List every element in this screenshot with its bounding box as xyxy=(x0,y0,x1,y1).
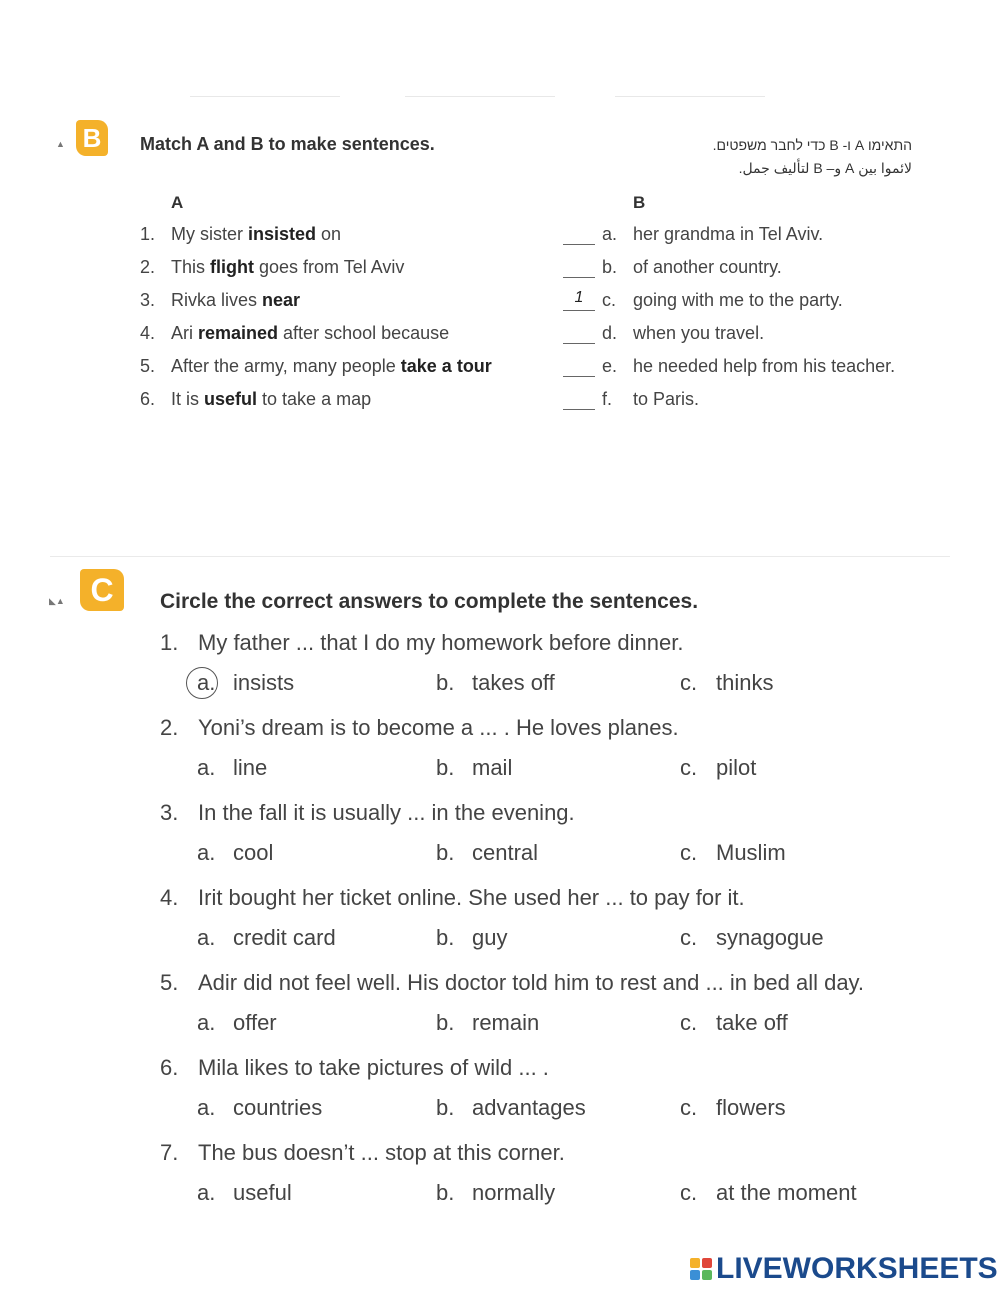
section-b-title: Match A and B to make sentences. xyxy=(140,134,435,154)
column-a-text xyxy=(171,356,492,377)
match-row xyxy=(140,389,940,417)
option-text: central xyxy=(472,840,539,865)
triangle-marker-icon: ◣▲ xyxy=(49,596,65,606)
a-text-pre: It is xyxy=(171,389,205,409)
answer-option[interactable] xyxy=(680,670,773,696)
option-letter-text: b. xyxy=(436,670,455,695)
option-letter xyxy=(436,670,472,696)
top-faint-line xyxy=(190,96,340,97)
logo-tile xyxy=(690,1270,700,1280)
column-b-header: B xyxy=(633,193,646,212)
option-letter xyxy=(436,840,472,866)
answer-option[interactable] xyxy=(197,1095,322,1121)
option-letter-text: b. xyxy=(436,840,455,865)
match-row xyxy=(140,356,940,384)
logo-text: LIVEWORKSHEETS xyxy=(716,1252,998,1285)
row-number: 3. xyxy=(140,290,156,310)
section-c-badge: C xyxy=(80,569,124,611)
answer-option[interactable] xyxy=(197,1010,277,1036)
question-number: 6. xyxy=(160,1055,179,1080)
row-number: 5. xyxy=(140,356,156,376)
a-text-post: goes from Tel Aviv xyxy=(254,257,405,277)
a-text-post: on xyxy=(316,224,342,244)
answer-option[interactable] xyxy=(197,670,294,696)
option-letter-text: b. xyxy=(436,925,455,950)
liveworksheets-logo xyxy=(690,1252,998,1286)
a-text-pre: After the army, many people xyxy=(171,356,401,376)
a-text-pre: This xyxy=(171,257,211,277)
answer-option[interactable] xyxy=(436,840,538,866)
column-b-text: when you travel. xyxy=(633,323,765,343)
column-a-text xyxy=(171,389,371,410)
row-number: 1. xyxy=(140,224,156,244)
option-letter xyxy=(680,670,716,696)
answer-option[interactable] xyxy=(680,840,786,866)
option-letter xyxy=(197,1010,233,1036)
question-number: 3. xyxy=(160,800,179,825)
answer-blank[interactable]: 1 xyxy=(563,290,595,311)
answer-option[interactable] xyxy=(680,1095,786,1121)
section-b-badge: B xyxy=(76,120,108,156)
option-letter: a. xyxy=(602,224,618,244)
match-row xyxy=(140,257,940,285)
option-text: at the moment xyxy=(716,1180,857,1205)
option-letter-text: b. xyxy=(436,1010,455,1035)
option-letter-text: a. xyxy=(197,925,216,950)
column-b-text: going with me to the party. xyxy=(633,290,843,310)
option-letter: b. xyxy=(602,257,618,277)
question-text: My father ... that I do my homework before dinner. xyxy=(198,630,684,655)
answer-option[interactable] xyxy=(197,840,273,866)
option-text: remain xyxy=(472,1010,540,1035)
column-a-text xyxy=(171,290,300,311)
top-faint-line xyxy=(405,96,555,97)
answer-option[interactable] xyxy=(436,755,512,781)
answer-option[interactable] xyxy=(680,1180,857,1206)
question-text: Mila likes to take pictures of wild ... . xyxy=(198,1055,549,1080)
arabic-instruction: لائموا بين A و– B لتأليف جمل. xyxy=(738,160,912,176)
option-letter xyxy=(436,755,472,781)
option-letter-text: a. xyxy=(197,1095,216,1120)
answer-blank[interactable] xyxy=(563,389,595,410)
option-letter: c. xyxy=(602,290,617,310)
option-letter-text: a. xyxy=(197,1010,216,1035)
keyword: remained xyxy=(198,323,279,343)
keyword: near xyxy=(262,290,301,310)
answer-option[interactable] xyxy=(197,1180,292,1206)
column-b-text: he needed help from his teacher. xyxy=(633,356,896,376)
option-letter xyxy=(680,840,716,866)
match-row xyxy=(140,323,940,351)
option-letter-text: a. xyxy=(197,755,216,780)
question-number: 4. xyxy=(160,885,179,910)
column-b-text: to Paris. xyxy=(633,389,700,409)
column-b-text: of another country. xyxy=(633,257,782,277)
option-text: thinks xyxy=(716,670,774,695)
selected-circle-mark xyxy=(186,667,218,699)
option-letter xyxy=(680,1180,716,1206)
row-number: 4. xyxy=(140,323,156,343)
option-letter-text: c. xyxy=(680,925,698,950)
column-a-text xyxy=(171,224,341,245)
answer-blank[interactable] xyxy=(563,224,595,245)
answer-option[interactable] xyxy=(436,1095,586,1121)
a-text-pre: Rivka lives xyxy=(171,290,263,310)
option-letter xyxy=(680,1010,716,1036)
question-text: The bus doesn’t ... stop at this corner. xyxy=(198,1140,565,1165)
option-letter-text: c. xyxy=(680,670,698,695)
row-number: 6. xyxy=(140,389,156,409)
option-letter xyxy=(436,1180,472,1206)
keyword: useful xyxy=(204,389,258,409)
question-number: 1. xyxy=(160,630,179,655)
keyword: take a tour xyxy=(400,356,492,376)
option-text: offer xyxy=(233,1010,277,1035)
answer-option[interactable] xyxy=(436,1010,539,1036)
keyword: insisted xyxy=(248,224,317,244)
logo-tile xyxy=(702,1270,712,1280)
option-text: credit card xyxy=(233,925,336,950)
option-letter xyxy=(197,925,233,951)
option-letter-text: a. xyxy=(197,1180,216,1205)
a-text-post: to take a map xyxy=(257,389,372,409)
a-text-pre: Ari xyxy=(171,323,198,343)
column-a-text xyxy=(171,257,404,278)
answer-option[interactable] xyxy=(436,670,555,696)
top-faint-line xyxy=(615,96,765,97)
match-row xyxy=(140,290,940,318)
answer-blank[interactable] xyxy=(563,257,595,278)
option-letter xyxy=(197,755,233,781)
question-number: 2. xyxy=(160,715,179,740)
option-letter xyxy=(197,1095,233,1121)
option-text: useful xyxy=(233,1180,292,1205)
option-text: flowers xyxy=(716,1095,786,1120)
option-letter xyxy=(680,755,716,781)
option-letter-text: c. xyxy=(680,755,698,780)
option-text: takes off xyxy=(472,670,555,695)
hebrew-instruction: התאימו A ו- B כדי לחבר משפטים. xyxy=(712,137,912,153)
answer-blank[interactable] xyxy=(563,356,595,377)
option-text: pilot xyxy=(716,755,757,780)
question-text: Irit bought her ticket online. She used her ... to pay for it. xyxy=(198,885,745,910)
row-number: 2. xyxy=(140,257,156,277)
option-letter-text: c. xyxy=(680,1095,698,1120)
section-divider xyxy=(50,556,950,557)
answer-option[interactable] xyxy=(197,925,336,951)
option-letter-text: b. xyxy=(436,1095,455,1120)
question-text: Yoni’s dream is to become a ... . He loves planes. xyxy=(198,715,679,740)
option-letter xyxy=(197,840,233,866)
option-letter: d. xyxy=(602,323,618,343)
a-text-pre: My sister xyxy=(171,224,249,244)
option-text: mail xyxy=(472,755,513,780)
option-letter: e. xyxy=(602,356,618,376)
option-text: countries xyxy=(233,1095,323,1120)
logo-tile xyxy=(690,1258,700,1268)
column-a-text xyxy=(171,323,449,344)
option-text: normally xyxy=(472,1180,556,1205)
a-text-post: after school because xyxy=(278,323,450,343)
option-text: line xyxy=(233,755,268,780)
option-letter-text: c. xyxy=(680,1180,698,1205)
logo-tiles-icon xyxy=(690,1258,712,1280)
option-letter: f. xyxy=(602,389,613,409)
option-letter-text: b. xyxy=(436,755,455,780)
option-text: synagogue xyxy=(716,925,824,950)
question-text: In the fall it is usually ... in the evening. xyxy=(198,800,575,825)
option-text: guy xyxy=(472,925,508,950)
question-text: Adir did not feel well. His doctor told him to rest and ... in bed all day. xyxy=(198,970,865,995)
option-text: advantages xyxy=(472,1095,586,1120)
logo-tile xyxy=(702,1258,712,1268)
option-letter-text: c. xyxy=(680,840,698,865)
answer-option[interactable] xyxy=(680,1010,788,1036)
option-letter-text: a. xyxy=(197,670,216,695)
triangle-marker-icon: ▲ xyxy=(56,139,65,149)
option-letter-text: b. xyxy=(436,1180,455,1205)
option-text: take off xyxy=(716,1010,788,1035)
match-row xyxy=(140,224,940,252)
column-a-header: A xyxy=(171,193,184,212)
option-text: insists xyxy=(233,670,295,695)
option-letter-text: c. xyxy=(680,1010,698,1035)
answer-blank[interactable] xyxy=(563,323,595,344)
column-b-text: her grandma in Tel Aviv. xyxy=(633,224,824,244)
option-text: cool xyxy=(233,840,274,865)
answer-option[interactable] xyxy=(436,1180,555,1206)
answer-option[interactable] xyxy=(197,755,267,781)
question-number: 7. xyxy=(160,1140,179,1165)
answer-option[interactable] xyxy=(680,925,824,951)
answer-option[interactable] xyxy=(680,755,756,781)
question-number: 5. xyxy=(160,970,179,995)
section-c-title: Circle the correct answers to complete the sentences. xyxy=(160,590,699,613)
option-letter xyxy=(197,670,233,696)
answer-option[interactable] xyxy=(436,925,507,951)
option-letter xyxy=(436,1010,472,1036)
option-letter xyxy=(436,925,472,951)
option-letter xyxy=(680,925,716,951)
option-letter-text: a. xyxy=(197,840,216,865)
option-letter xyxy=(197,1180,233,1206)
option-letter xyxy=(436,1095,472,1121)
option-text: Muslim xyxy=(716,840,786,865)
option-letter xyxy=(680,1095,716,1121)
keyword: flight xyxy=(210,257,254,277)
